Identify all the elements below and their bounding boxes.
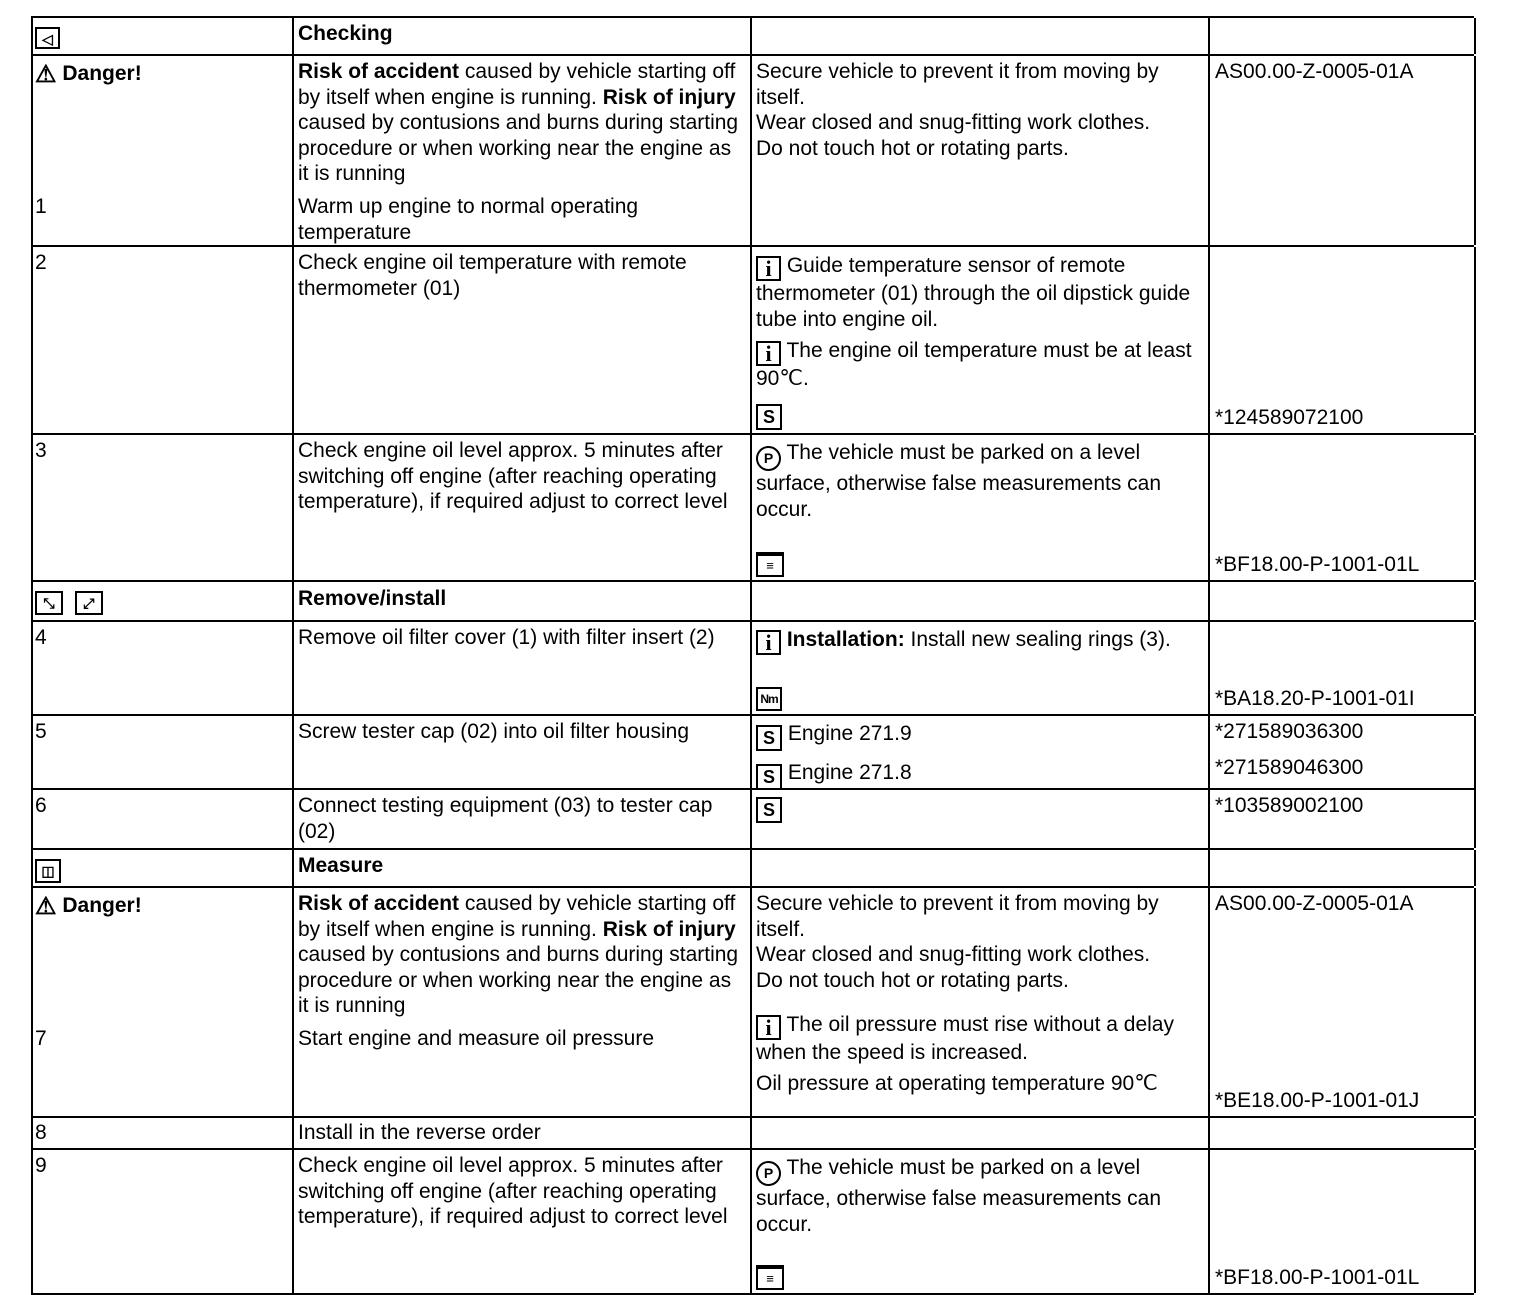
section-row-measure bbox=[31, 848, 1474, 886]
section-row-remove-install bbox=[31, 580, 1474, 620]
parking-icon: P bbox=[756, 1161, 781, 1186]
danger-measure: Secure vehicle to prevent it from moving by itself. bbox=[756, 892, 1159, 941]
special-tool-icon: S bbox=[756, 797, 782, 823]
step-number: 4 bbox=[33, 622, 294, 714]
checking-icon: ◁ bbox=[35, 27, 60, 49]
info-note: i Installation: Install new sealing rings (3). bbox=[756, 627, 1204, 655]
remove-icon: ⤡ bbox=[35, 591, 63, 615]
section-title-remove-install: Remove/install bbox=[294, 582, 752, 620]
oil-level-gauge-icon: ≡ bbox=[756, 552, 784, 577]
danger-measure: Wear closed and snug-fitting work clothes. bbox=[756, 943, 1151, 966]
danger-measure: Do not touch hot or rotating parts. bbox=[756, 968, 1069, 992]
danger-row-1 bbox=[31, 54, 1474, 245]
doc-ref: *BA18.20-P-1001-01I bbox=[1215, 686, 1415, 710]
doc-ref: *BF18.00-P-1001-01L bbox=[1215, 552, 1420, 576]
step-row-3 bbox=[31, 433, 1474, 580]
danger-ref: AS00.00-Z-0005-01A bbox=[1215, 892, 1414, 915]
danger-measure: Wear closed and snug-fitting work clothes. bbox=[756, 111, 1151, 134]
torque-icon: Nm bbox=[756, 687, 782, 711]
tool-line: S Engine 271.9 bbox=[756, 721, 1204, 751]
tool-ref: *103589002100 bbox=[1210, 790, 1476, 848]
step-text: Connect testing equipment (03) to tester cap (02) bbox=[294, 790, 752, 848]
oil-level-gauge-icon: ≡ bbox=[756, 1265, 784, 1290]
danger-text: Risk of accident caused by vehicle starting off by itself when engine is running. Risk of injury caused by contusions and burns during starting procedure or when working near the engine as it is running bbox=[298, 892, 739, 1017]
step-number: 9 bbox=[33, 1150, 294, 1293]
step-text: Check engine oil level approx. 5 minutes after switching off engine (after reaching operating temperature), if required adjust to correct level bbox=[294, 1150, 752, 1293]
special-tool-icon: S bbox=[756, 404, 782, 430]
danger-row-2 bbox=[31, 886, 1474, 1116]
step-text: Remove oil filter cover (1) with filter insert (2) bbox=[294, 622, 752, 714]
step-number: 1 bbox=[35, 195, 47, 218]
info-note: i Guide temperature sensor of remote thermometer (01) through the oil dipstick guide tube into engine oil. bbox=[756, 254, 1191, 331]
section-icon-cell bbox=[33, 18, 294, 54]
parking-icon: P bbox=[756, 446, 781, 471]
warning-icon: ⚠ bbox=[35, 893, 57, 920]
warning-icon: ⚠ bbox=[35, 61, 57, 88]
step-number: 8 bbox=[33, 1118, 294, 1148]
doc-ref: *BE18.00-P-1001-01J bbox=[1215, 1088, 1420, 1112]
spec-text: Oil pressure at operating temperature 90℃ bbox=[756, 1071, 1158, 1095]
step-row-4 bbox=[31, 620, 1474, 714]
step-number: 5 bbox=[33, 716, 294, 790]
step-row-5 bbox=[31, 714, 1474, 788]
step-row-2 bbox=[31, 245, 1474, 433]
tool-ref: *271589036300 bbox=[1215, 720, 1364, 743]
section-title-measure: Measure bbox=[294, 850, 752, 886]
parking-note: P The vehicle must be parked on a level surface, otherwise false measurements can occur. bbox=[756, 441, 1162, 521]
parking-note: P The vehicle must be parked on a level surface, otherwise false measurements can occur. bbox=[756, 1156, 1162, 1236]
measure-icon: ◫ bbox=[35, 859, 61, 883]
step-text: Warm up engine to normal operating temperature bbox=[298, 195, 639, 244]
work-procedure-table bbox=[31, 16, 1474, 1295]
step-number: 2 bbox=[33, 247, 294, 433]
danger-measure: Secure vehicle to prevent it from moving by itself. bbox=[756, 60, 1159, 109]
step-text: Install in the reverse order bbox=[294, 1118, 752, 1148]
danger-text: Risk of accident caused by vehicle starting off by itself when engine is running. Risk of injury caused by contusions and burns during starting procedure or when working near the engine as it is running bbox=[298, 60, 739, 185]
step-row-9 bbox=[31, 1148, 1474, 1295]
tool-line: S Engine 271.8 bbox=[756, 760, 1204, 790]
info-icon: i bbox=[756, 341, 781, 366]
special-tool-icon: S bbox=[756, 725, 782, 751]
step-number: 6 bbox=[33, 790, 294, 848]
info-note: i The oil pressure must rise without a delay when the speed is increased. bbox=[756, 1013, 1174, 1064]
step-text: Check engine oil level approx. 5 minutes after switching off engine (after reaching operating temperature), if required adjust to correct level bbox=[294, 435, 752, 580]
section-row-checking bbox=[31, 16, 1474, 54]
danger-ref: AS00.00-Z-0005-01A bbox=[1210, 56, 1476, 245]
step-text: Start engine and measure oil pressure bbox=[298, 1027, 655, 1050]
tool-ref: *271589046300 bbox=[1215, 755, 1364, 779]
step-text: Screw tester cap (02) into oil filter housing bbox=[294, 716, 752, 790]
step-row-6 bbox=[31, 788, 1474, 848]
step-text: Check engine oil temperature with remote thermometer (01) bbox=[294, 247, 752, 433]
doc-ref: *BF18.00-P-1001-01L bbox=[1215, 1265, 1420, 1289]
step-number: 3 bbox=[33, 435, 294, 580]
step-row-8 bbox=[31, 1116, 1474, 1148]
info-icon: i bbox=[756, 1015, 781, 1040]
special-tool-icon: S bbox=[756, 764, 782, 790]
danger-label: ⚠ Danger! bbox=[35, 893, 142, 920]
danger-label: ⚠ Danger! bbox=[35, 61, 142, 88]
install-icon: ⤢ bbox=[75, 591, 103, 615]
step-number: 7 bbox=[35, 1027, 47, 1050]
info-note: i The engine oil temperature must be at least 90℃. bbox=[756, 339, 1192, 390]
tool-ref: *124589072100 bbox=[1215, 405, 1364, 429]
info-icon: i bbox=[756, 256, 781, 281]
info-icon: i bbox=[756, 630, 781, 655]
section-title-checking: Checking bbox=[294, 18, 752, 54]
danger-measure: Do not touch hot or rotating parts. bbox=[756, 136, 1069, 160]
